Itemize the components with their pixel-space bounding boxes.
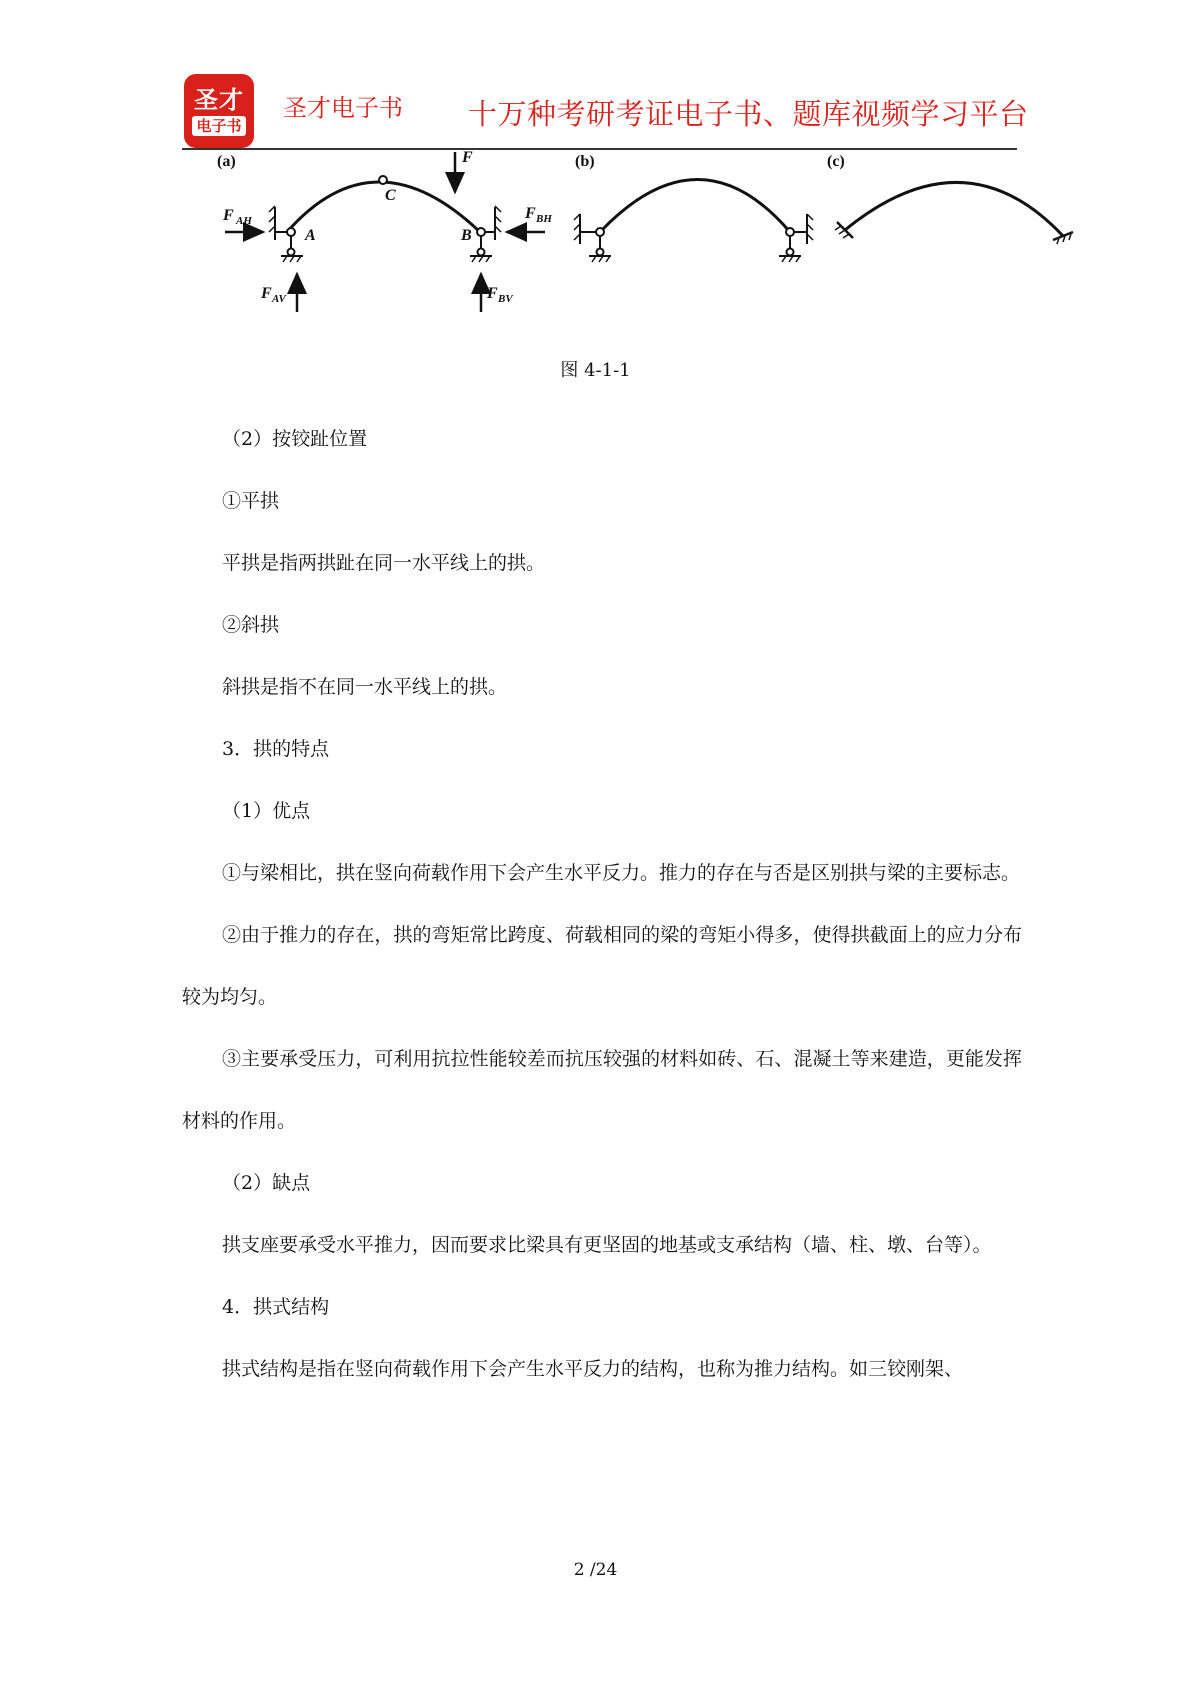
panel-b-label: (b) [575,153,595,170]
label-fah: F [223,207,234,224]
subheading-disadvantages: （2）缺点 [222,1172,311,1194]
label-fah-sub: AH [236,215,252,227]
label-fav-sub: AV [272,293,286,305]
hinge-b [477,228,485,236]
document-body [182,408,1022,1400]
subheading-oblique-arch: ②斜拱 [222,614,280,636]
label-a: A [305,227,316,244]
panel-a-label: (a) [217,153,236,170]
panel-c-label: (c) [827,153,845,170]
label-fbh-sub: BH [536,213,552,225]
paragraph: 平拱是指两拱趾在同一水平线上的拱。 [222,552,546,574]
paragraph: ③主要承受压力，可利用抗拉性能较差而抗压较强的材料如砖、石、混凝土等来建造，更能发挥材料的作用。 [182,1048,1022,1132]
arch-a-curve [287,182,480,232]
arch-c-curve [845,182,1063,236]
label-fbv-sub: BV [498,293,513,305]
figure-caption: 图 4-1-1 [560,360,631,381]
hinge-a [287,228,295,236]
paragraph: ②由于推力的存在，拱的弯矩常比跨度、荷载相同的梁的弯矩小得多，使得拱截面上的应力分布较为均匀。 [182,924,1022,1008]
label-fbh: F [525,205,536,222]
section-heading: 4．拱式结构 [222,1296,330,1318]
header-divider [182,148,1017,150]
subheading-flat-arch: ①平拱 [222,490,280,512]
section-heading: （2）按铰趾位置 [222,428,368,450]
brand-name: 圣才电子书 [283,94,403,122]
section-heading: 3．拱的特点 [222,738,330,760]
arch-figure [217,149,1155,342]
arch-b-curve [600,180,790,233]
label-fav: F [261,285,272,302]
label-c: C [385,187,396,204]
label-fbv: F [487,285,498,302]
page-header [0,0,1191,160]
paragraph: ①与梁相比，拱在竖向荷载作用下会产生水平反力。推力的存在与否是区别拱与梁的主要标志。 [222,862,1021,884]
brand-logo [184,74,254,148]
logo-text-top: 圣才 [194,86,244,114]
header-slogan: 十万种考研考证电子书、题库视频学习平台 [468,97,1029,131]
label-f: F [462,149,473,166]
paragraph: 斜拱是指不在同一水平线上的拱。 [222,676,508,698]
subheading-advantages: （1）优点 [222,800,311,822]
label-b: B [461,227,472,244]
logo-text-bottom: 电子书 [192,116,245,136]
hinge-c [379,176,387,184]
paragraph: 拱支座要承受水平推力，因而要求比梁具有更坚固的地基或支承结构（墙、柱、墩、台等）。 [222,1234,992,1256]
paragraph: 拱式结构是指在竖向荷载作用下会产生水平反力的结构，也称为推力结构。如三铰刚架、 [222,1358,964,1380]
page-number: 2 /24 [573,1560,618,1580]
